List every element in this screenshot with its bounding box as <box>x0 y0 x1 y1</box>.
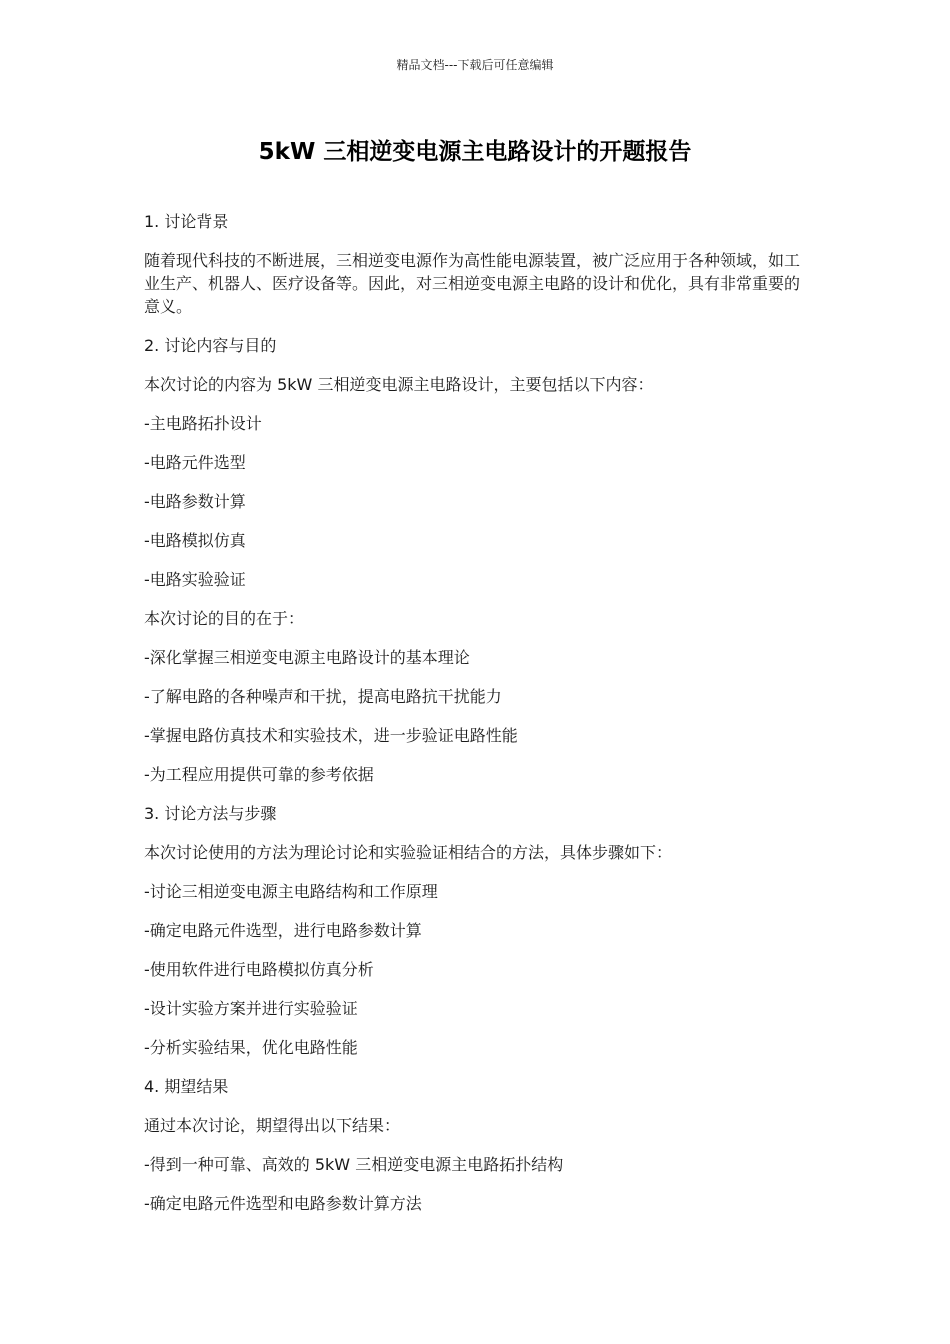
list-item: -分析实验结果，优化电路性能 <box>144 1038 358 1057</box>
list-item: -设计实验方案并进行实验验证 <box>144 999 358 1018</box>
list-item: -电路元件选型 <box>144 453 246 472</box>
paragraph-results-intro: 通过本次讨论，期望得出以下结果： <box>144 1116 401 1135</box>
list-item: -了解电路的各种噪声和干扰，提高电路抗干扰能力 <box>144 687 502 706</box>
document-title: 5kW 三相逆变电源主电路设计的开题报告 <box>258 139 692 165</box>
list-item: -确定电路元件选型，进行电路参数计算 <box>144 921 422 940</box>
section-heading-method-steps: 3. 讨论方法与步骤 <box>144 804 277 823</box>
paragraph-background: 随着现代科技的不断进展，三相逆变电源作为高性能电源装置，被广泛应用于各种领域，如工业生产、机器人、医疗设备等。因此，对三相逆变电源主电路的设计和优化，具有非常重要的意义。 <box>144 251 801 316</box>
list-item: -电路实验验证 <box>144 570 246 589</box>
section-heading-expected-results: 4. 期望结果 <box>144 1077 229 1096</box>
section-heading-content-purpose: 2. 讨论内容与目的 <box>144 336 277 355</box>
list-item: -电路模拟仿真 <box>144 531 246 550</box>
list-item: -掌握电路仿真技术和实验技术，进一步验证电路性能 <box>144 726 518 745</box>
page-header: 精品文档---下载后可任意编辑 <box>396 58 554 72</box>
list-item: -使用软件进行电路模拟仿真分析 <box>144 960 374 979</box>
list-item: -深化掌握三相逆变电源主电路设计的基本理论 <box>144 648 470 667</box>
paragraph-content-intro: 本次讨论的内容为 5kW 三相逆变电源主电路设计，主要包括以下内容： <box>144 375 654 394</box>
list-item: -得到一种可靠、高效的 5kW 三相逆变电源主电路拓扑结构 <box>144 1155 564 1174</box>
paragraph-purpose-intro: 本次讨论的目的在于： <box>144 609 305 628</box>
paragraph-method-intro: 本次讨论使用的方法为理论讨论和实验验证相结合的方法，具体步骤如下： <box>144 843 673 862</box>
list-item: -确定电路元件选型和电路参数计算方法 <box>144 1194 422 1213</box>
list-item: -为工程应用提供可靠的参考依据 <box>144 765 374 784</box>
section-heading-background: 1. 讨论背景 <box>144 212 229 231</box>
list-item: -讨论三相逆变电源主电路结构和工作原理 <box>144 882 438 901</box>
list-item: -主电路拓扑设计 <box>144 414 262 433</box>
list-item: -电路参数计算 <box>144 492 246 511</box>
document-body <box>144 210 810 1231</box>
